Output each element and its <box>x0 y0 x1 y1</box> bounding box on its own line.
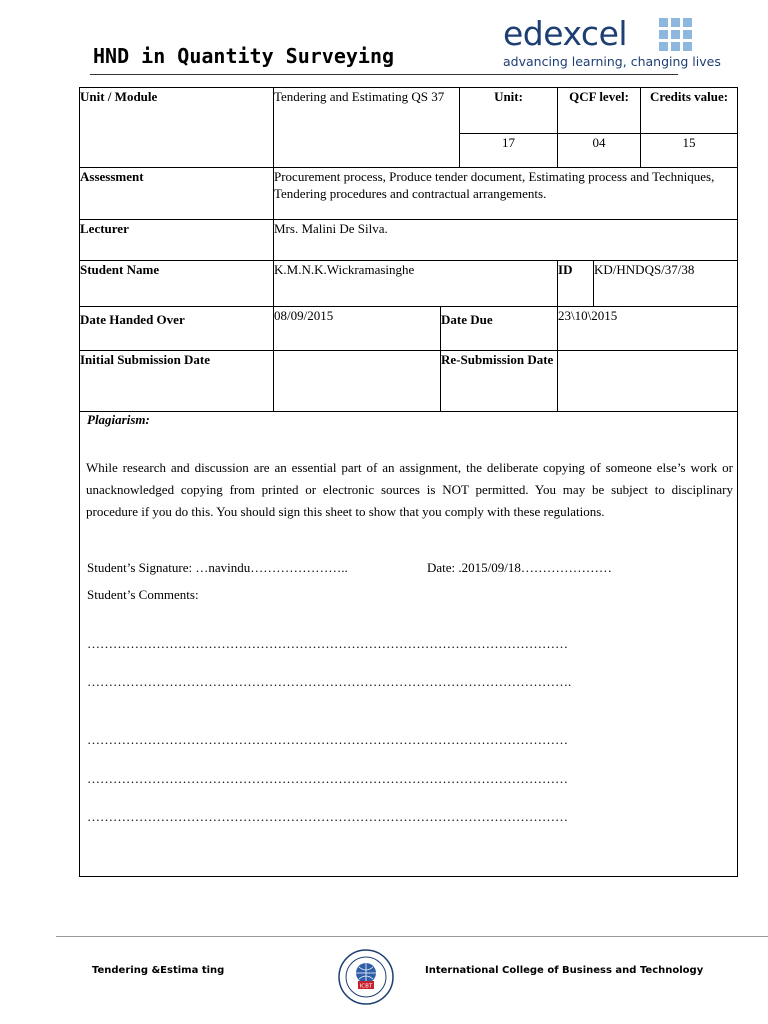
unit-module-label: Unit / Module <box>80 88 274 168</box>
resubmission-label: Re-Submission Date <box>441 351 558 412</box>
id-label: ID <box>558 261 594 307</box>
date-handed-over-value: 08/09/2015 <box>274 307 441 351</box>
credits-value: 15 <box>641 134 738 168</box>
date-due-label: Date Due <box>441 307 558 351</box>
comment-line: ………………………………………………………………………………………………… <box>87 771 568 786</box>
student-signature: Student’s Signature: …navindu………………….. <box>87 560 348 575</box>
plagiarism-statement: While research and discussion are an essential part of an assignment, the deliberate copying of someone else’s work or unacknowledged copying from printed or electronic sources is NOT permitted. You may be subject to disciplinary procedure if you do this. You should sign this sheet to show that you comply with these regulations. <box>86 460 733 519</box>
unit-value: 17 <box>460 134 558 168</box>
assessment-value: Procurement process, Produce tender document, Estimating process and Techniques, Tendering procedures and contractual arrangements. <box>274 168 738 220</box>
college-seal-icon <box>337 948 395 1006</box>
logo-wordmark: edexcel <box>503 14 628 53</box>
plagiarism-section <box>80 412 738 877</box>
qcf-level-value: 04 <box>558 134 641 168</box>
comment-line: ………………………………………………………………………………………………… <box>87 636 568 651</box>
credits-value-label: Credits value: <box>641 88 738 134</box>
assignment-cover-form <box>79 87 738 877</box>
date-handed-over-label: Date Handed Over <box>80 307 274 351</box>
header-divider <box>90 74 678 75</box>
comment-line: ………………………………………………………………………………………………… <box>87 809 568 824</box>
unit-module-value: Tendering and Estimating QS 37 <box>274 88 460 168</box>
unit-label: Unit: <box>460 88 558 134</box>
lecturer-label: Lecturer <box>80 220 274 261</box>
id-value: KD/HNDQS/37/38 <box>594 261 738 307</box>
footer-course-name: Tendering &Estima ting <box>92 965 225 976</box>
qcf-level-label: QCF level: <box>558 88 641 134</box>
comment-line: …………………………………………………………………………………………………. <box>87 674 572 689</box>
resubmission-value <box>558 351 738 412</box>
initial-submission-label: Initial Submission Date <box>80 351 274 412</box>
logo-grid-icon <box>659 18 693 52</box>
student-name-label: Student Name <box>80 261 274 307</box>
footer-college-name: International College of Business and Technology <box>425 965 704 976</box>
edexcel-logo <box>503 14 721 70</box>
lecturer-value: Mrs. Malini De Silva. <box>274 220 738 261</box>
student-name-value: K.M.N.K.Wickramasinghe <box>274 261 558 307</box>
seal-text: ICBT <box>359 983 373 990</box>
footer-divider <box>56 936 768 937</box>
assessment-label: Assessment <box>80 168 274 220</box>
logo-tagline: advancing learning, changing lives <box>503 54 721 69</box>
signature-date: Date: .2015/09/18………………… <box>427 560 612 575</box>
plagiarism-title: Plagiarism: <box>87 412 150 427</box>
initial-submission-value <box>274 351 441 412</box>
comment-line: ………………………………………………………………………………………………… <box>87 732 568 747</box>
student-comments-label: Student’s Comments: <box>87 587 199 602</box>
date-due-value: 23\10\2015 <box>558 307 738 351</box>
page-header-title: HND in Quantity Surveying <box>93 44 395 68</box>
